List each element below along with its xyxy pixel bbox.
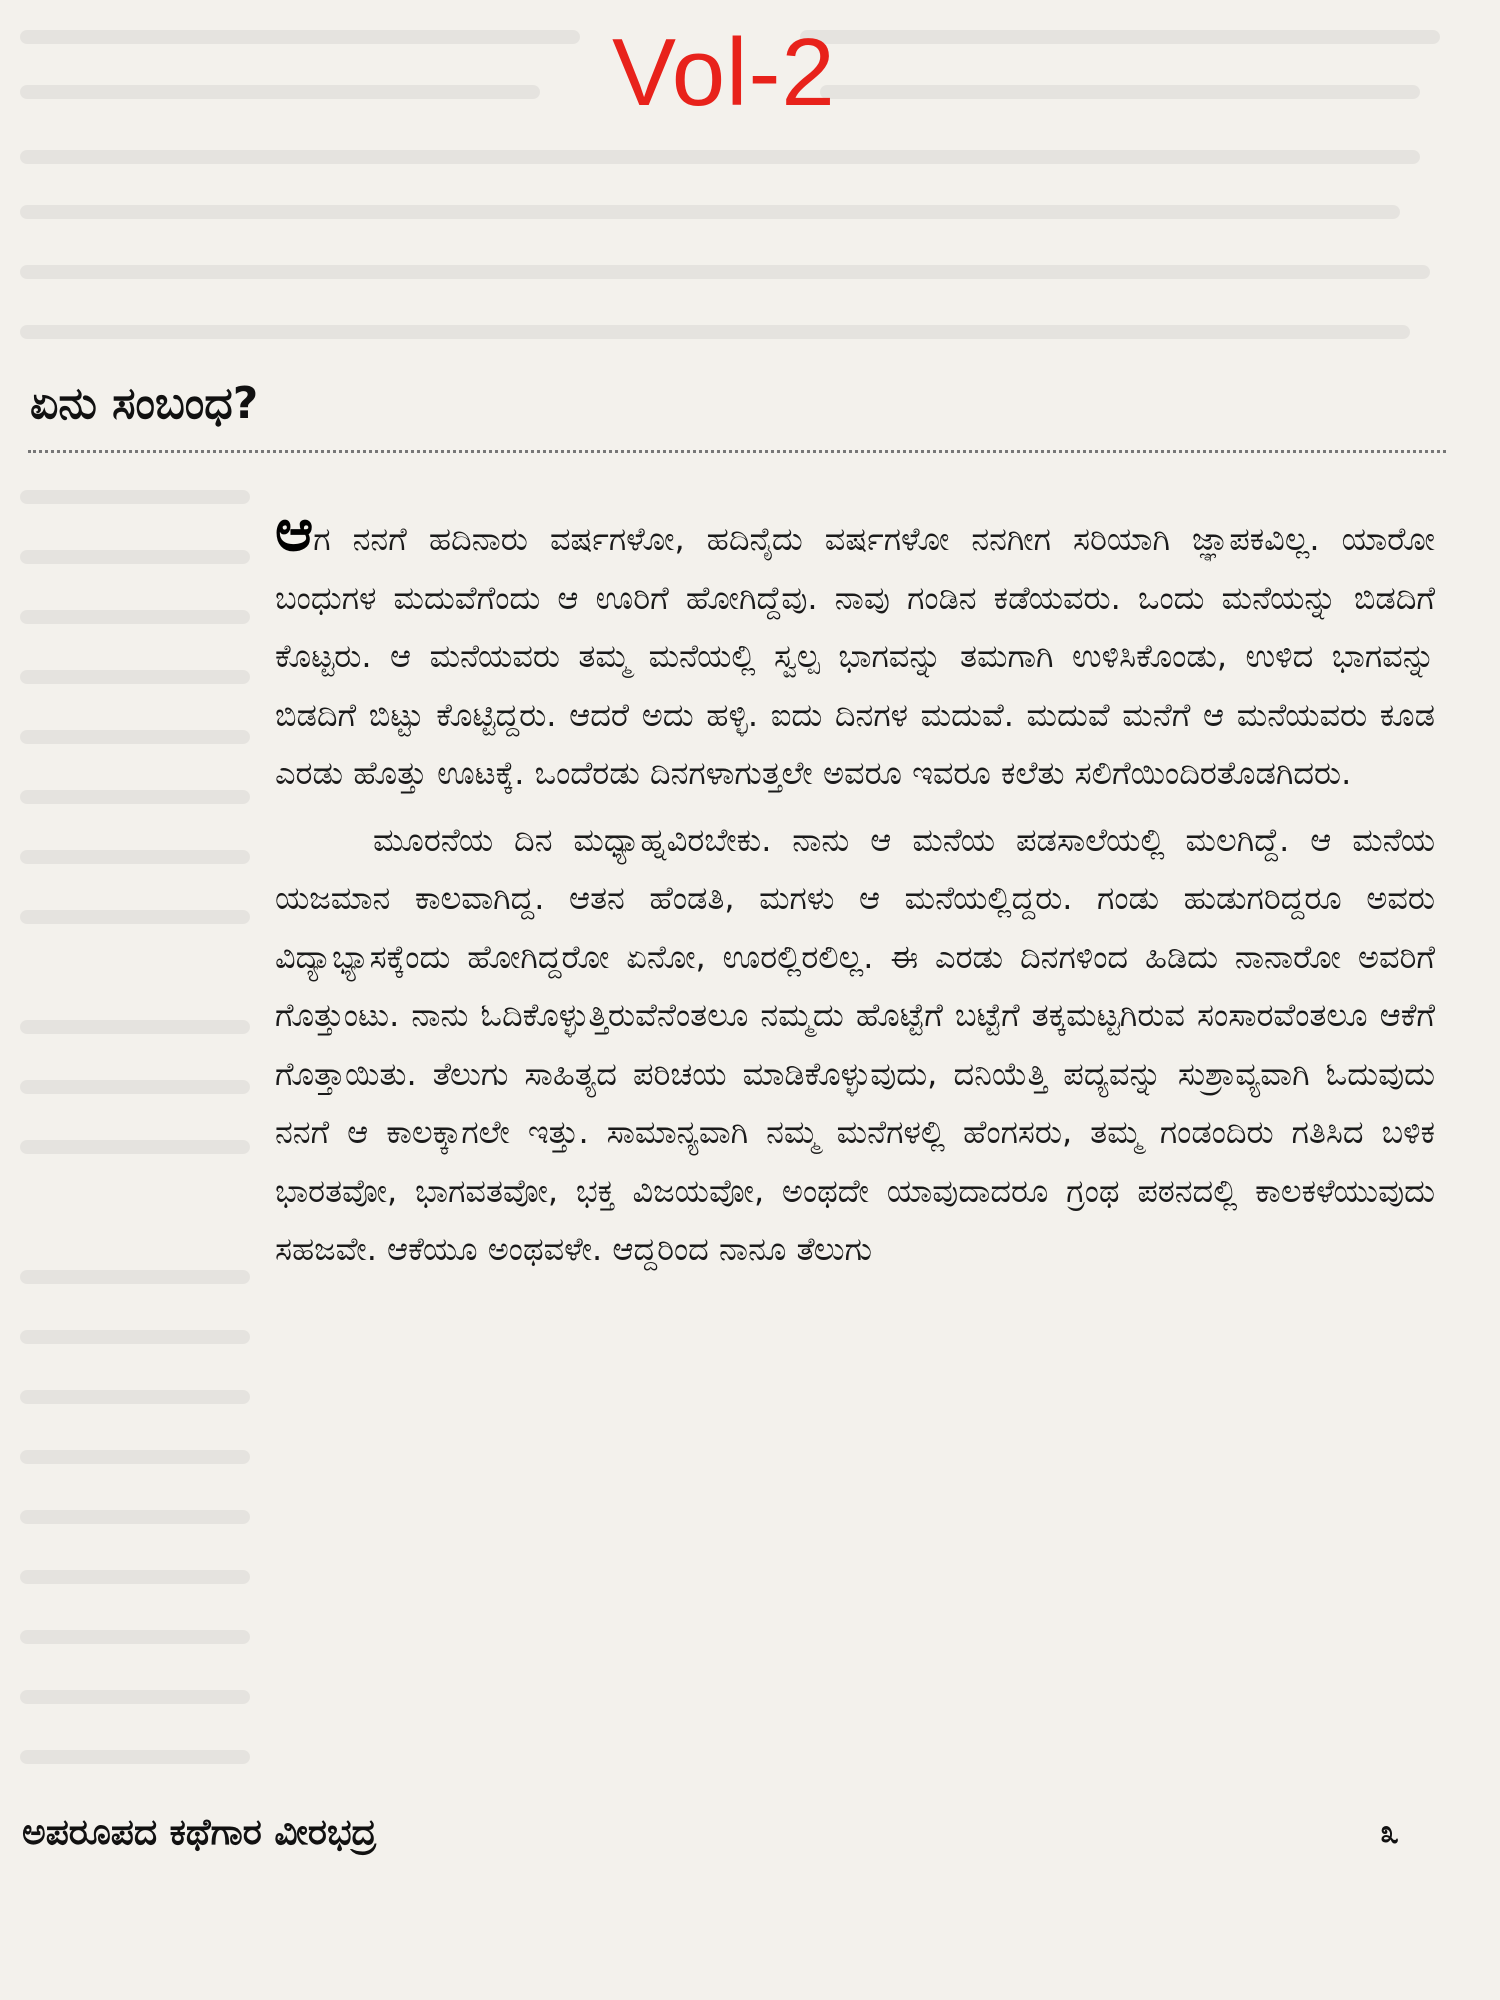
page-number: ೩: [1380, 1812, 1400, 1852]
chapter-title: ಏನು ಸಂಬಂಧ?: [30, 378, 259, 429]
paragraph-1: [275, 496, 1435, 803]
story-body: [275, 496, 1435, 1279]
volume-label: Vol-2: [612, 19, 836, 126]
paragraph-2: ಮೂರನೆಯ ದಿನ ಮಧ್ಯಾಹ್ನವಿರಬೇಕು. ನಾನು ಆ ಮನೆಯ ಪಡಸಾಲೆಯಲ್ಲಿ ಮಲಗಿದ್ದೆ. ಆ ಮನೆಯ ಯಜಮಾನ ಕಾಲವಾಗಿದ್ದ. ಆತನ ಹೆಂಡತಿ, ಮಗಳು ಆ ಮನೆಯಲ್ಲಿದ್ದರು. ಗಂಡು ಹುಡುಗರಿದ್ದರೂ ಅವರು ವಿದ್ಯಾಭ್ಯಾಸಕ್ಕೆಂದು ಹೋಗಿದ್ದರೋ ಏನೋ, ಊರಲ್ಲಿರಲಿಲ್ಲ. ಈ ಎರಡು ದಿನಗಳಿಂದ ಹಿಡಿದು ನಾನಾರೋ ಅವರಿಗೆ ಗೊತ್ತುಂಟು. ನಾನು ಓದಿಕೊಳ್ಳುತ್ತಿರುವೆನೆಂತಲೂ ನಮ್ಮದು ಹೊಟ್ಟೆಗೆ ಬಟ್ಟೆಗೆ ತಕ್ಕಮಟ್ಟಗಿರುವ ಸಂಸಾರವೆಂತಲೂ ಆಕೆಗೆ ಗೊತ್ತಾಯಿತು. ತೆಲುಗು ಸಾಹಿತ್ಯದ ಪರಿಚಯ ಮಾಡಿಕೊಳ್ಳುವುದು, ದನಿಯೆತ್ತಿ ಪದ್ಯವನ್ನು ಸುಶ್ರಾವ್ಯವಾಗಿ ಓದುವುದು ನನಗೆ ಆ ಕಾಲಕ್ಕಾಗಲೇ ಇತ್ತು. ಸಾಮಾನ್ಯವಾಗಿ ನಮ್ಮ ಮನೆಗಳಲ್ಲಿ ಹೆಂಗಸರು, ತಮ್ಮ ಗಂಡಂದಿರು ಗತಿಸಿದ ಬಳಿಕ ಭಾರತವೋ, ಭಾಗವತವೋ, ಭಕ್ತ ವಿಜಯವೋ, ಅಂಥದೇ ಯಾವುದಾದರೂ ಗ್ರಂಥ ಪಠನದಲ್ಲಿ ಕಾಲಕಳೆಯುವುದು ಸಹಜವೇ. ಆಕೆಯೂ ಅಂಥವಳೇ. ಆದ್ದರಿಂದ ನಾನೂ ತೆಲುಗು: [275, 820, 1435, 1268]
book-title-footer: ಅಪರೂಪದ ಕಥೆಗಾರ ವೀರಭದ್ರ: [22, 1812, 377, 1853]
title-divider: [28, 450, 1446, 453]
drop-cap: ಆ: [275, 496, 314, 564]
paragraph-1-text: ಗ ನನಗೆ ಹದಿನಾರು ವರ್ಷಗಳೋ, ಹದಿನೈದು ವರ್ಷಗಳೋ ನನಗೀಗ ಸರಿಯಾಗಿ ಜ್ಞಾಪಕವಿಲ್ಲ. ಯಾರೋ ಬಂಧುಗಳ ಮದುವೆಗೆಂದು ಆ ಊರಿಗೆ ಹೋಗಿದ್ದೆವು. ನಾವು ಗಂಡಿನ ಕಡೆಯವರು. ಒಂದು ಮನೆಯನ್ನು ಬಿಡದಿಗೆ ಕೊಟ್ಟರು. ಆ ಮನೆಯವರು ತಮ್ಮ ಮನೆಯಲ್ಲಿ ಸ್ವಲ್ಪ ಭಾಗವನ್ನು ತಮಗಾಗಿ ಉಳಿಸಿಕೊಂಡು, ಉಳಿದ ಭಾಗವನ್ನು ಬಿಡದಿಗೆ ಬಿಟ್ಟು ಕೊಟ್ಟಿದ್ದರು. ಆದರೆ ಅದು ಹಳ್ಳಿ. ಐದು ದಿನಗಳ ಮದುವೆ. ಮದುವೆ ಮನೆಗೆ ಆ ಮನೆಯವರು ಕೂಡ ಎರಡು ಹೊತ್ತು ಊಟಕ್ಕೆ. ಒಂದೆರಡು ದಿನಗಳಾಗುತ್ತಲೇ ಅವರೂ ಇವರೂ ಕಲೆತು ಸಲಿಗೆಯಿಂದಿರತೊಡಗಿದರು.: [275, 520, 1435, 792]
